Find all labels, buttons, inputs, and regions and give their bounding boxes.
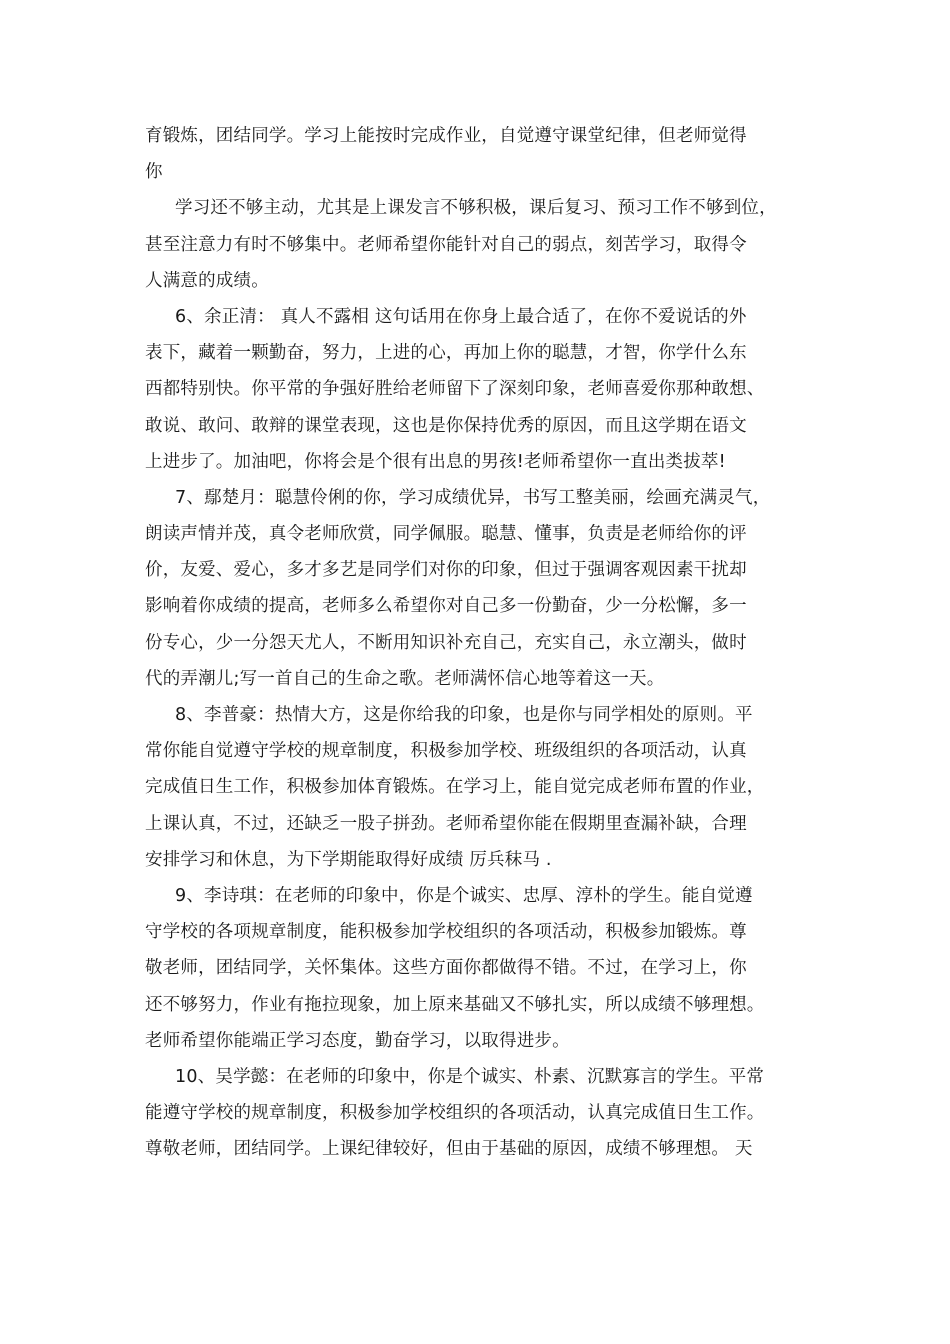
text-line: 份专心，少一分怨天尤人，不断用知识补充自己，充实自己，永立潮头，做时: [145, 632, 747, 653]
text-line: 6、余正清： 真人不露相 这句话用在你身上最合适了，在你不爱说话的外: [175, 306, 747, 327]
text-line: 敬老师，团结同学，关怀集体。这些方面你都做得不错。不过，在学习上，你: [145, 958, 747, 979]
text-line: 价，友爱、爱心，多才多艺是同学们对你的印象，但过于强调客观因素干扰却: [145, 560, 747, 581]
text-line: 西都特别快。你平常的争强好胜给老师留下了深刻印象，老师喜爱你那种敢想、: [145, 379, 765, 400]
text-line: 完成值日生工作，积极参加体育锻炼。在学习上，能自觉完成老师布置的作业，: [145, 777, 765, 798]
text-line: 人满意的成绩。: [145, 270, 269, 291]
text-line: 学习还不够主动，尤其是上课发言不够积极，课后复习、预习工作不够到位，: [175, 198, 777, 219]
text-line: 上课认真，不过，还缺乏一股子拼劲。老师希望你能在假期里查漏补缺，合理: [145, 813, 747, 834]
text-line: 表下，藏着一颗勤奋，努力，上进的心，再加上你的聪慧，才智，你学什么东: [145, 343, 747, 364]
text-line: 9、李诗琪：在老师的印象中，你是个诚实、忠厚、淳朴的学生。能自觉遵: [175, 885, 753, 906]
text-line: 还不够努力，作业有拖拉现象，加上原来基础又不够扎实，所以成绩不够理想。: [145, 994, 765, 1015]
document-body: [145, 118, 817, 1167]
text-line: 7、鄢楚月：聪慧伶俐的你，学习成绩优异，书写工整美丽，绘画充满灵气，: [175, 487, 771, 508]
text-line: 守学校的各项规章制度，能积极参加学校组织的各项活动，积极参加锻炼。尊: [145, 922, 747, 943]
text-line: 10、吴学懿：在老师的印象中，你是个诚实、朴素、沉默寡言的学生。平常: [175, 1066, 765, 1087]
text-line: 敢说、敢问、敢辩的课堂表现，这也是你保持优秀的原因，而且这学期在语文: [145, 415, 747, 436]
text-line: 影响着你成绩的提高，老师多么希望你对自己多一份勤奋，少一分松懈，多一: [145, 596, 747, 617]
text-line: 尊敬老师，团结同学。上课纪律较好，但由于基础的原因，成绩不够理想。 天: [145, 1139, 753, 1160]
text-line: 甚至注意力有时不够集中。老师希望你能针对自己的弱点，刻苦学习，取得令: [145, 234, 747, 255]
text-line: 能遵守学校的规章制度，积极参加学校组织的各项活动，认真完成值日生工作。: [145, 1103, 765, 1124]
text-line: 常你能自觉遵守学校的规章制度，积极参加学校、班级组织的各项活动，认真: [145, 741, 747, 762]
text-line: 上进步了。加油吧，你将会是个很有出息的男孩!老师希望你一直出类拔萃!: [145, 451, 726, 472]
text-line: 8、李普豪：热情大方，这是你给我的印象，也是你与同学相处的原则。平: [175, 705, 753, 725]
text-line: 老师希望你能端正学习态度，勤奋学习，以取得进步。: [145, 1030, 570, 1051]
text-line: 你: [145, 162, 163, 183]
text-line: 代的弄潮儿;写一首自己的生命之歌。老师满怀信心地等着这一天。: [145, 668, 665, 689]
text-line: 安排学习和休息，为下学期能取得好成绩 厉兵秣马 .: [145, 849, 552, 870]
text-line: 育锻炼，团结同学。学习上能按时完成作业，自觉遵守课堂纪律，但老师觉得: [145, 126, 747, 146]
text-line: 朗读声情并茂，真令老师欣赏，同学佩服。聪慧、懂事，负责是老师给你的评: [145, 524, 747, 545]
